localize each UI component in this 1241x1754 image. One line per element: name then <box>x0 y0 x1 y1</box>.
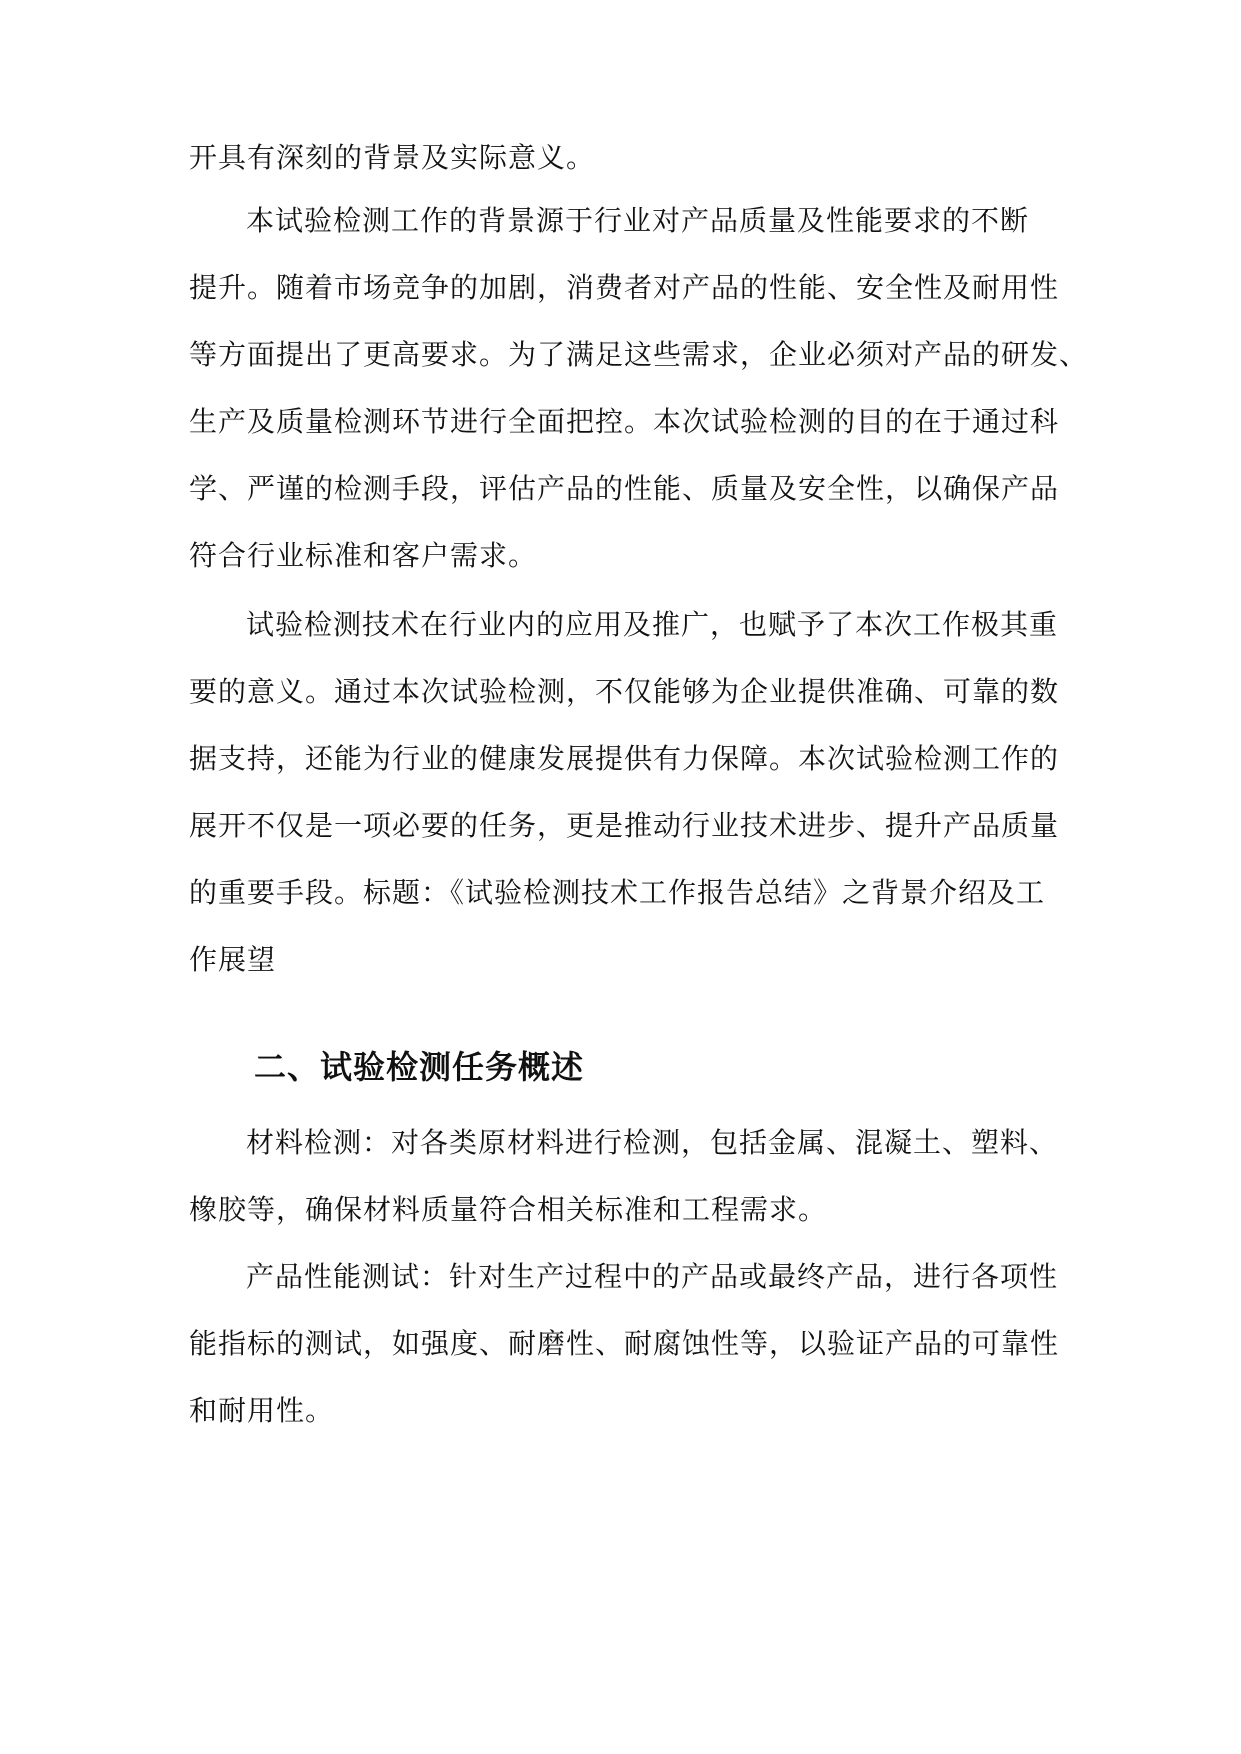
paragraph-line: 开具有深刻的背景及实际意义。 <box>189 141 596 174</box>
paragraph-line: 等方面提出了更高要求。为了满足这些需求，企业必须对产品的研发、 <box>189 338 1089 371</box>
paragraph-line: 提升。随着市场竞争的加剧，消费者对产品的性能、安全性及耐用性 <box>189 271 1060 304</box>
paragraph-line: 作展望 <box>189 943 277 976</box>
paragraph-line: 能指标的测试，如强度、耐磨性、耐腐蚀性等，以验证产品的可靠性 <box>189 1327 1060 1360</box>
paragraph-line: 本试验检测工作的背景源于行业对产品质量及性能要求的不断 <box>246 204 1030 237</box>
paragraph-line: 和耐用性。 <box>189 1394 335 1427</box>
paragraph-line: 要的意义。通过本次试验检测，不仅能够为企业提供准确、可靠的数 <box>189 675 1060 708</box>
paragraph-line: 产品性能测试：针对生产过程中的产品或最终产品，进行各项性 <box>246 1260 1059 1293</box>
paragraph-line: 材料检测：对各类原材料进行检测，包括金属、混凝土、塑料、 <box>246 1126 1059 1159</box>
paragraph-line: 生产及质量检测环节进行全面把控。本次试验检测的目的在于通过科 <box>189 405 1060 438</box>
paragraph-line: 试验检测技术在行业内的应用及推广，也赋予了本次工作极其重 <box>246 608 1059 641</box>
paragraph-line: 符合行业标准和客户需求。 <box>189 539 538 572</box>
paragraph-line: 橡胶等，确保材料质量符合相关标准和工程需求。 <box>189 1193 828 1226</box>
paragraph-line: 学、严谨的检测手段，评估产品的性能、质量及安全性，以确保产品 <box>189 472 1060 505</box>
paragraph-line: 的重要手段。标题：《试验检测技术工作报告总结》之背景介绍及工 <box>189 876 1046 909</box>
paragraph-line: 据支持，还能为行业的健康发展提供有力保障。本次试验检测工作的 <box>189 742 1060 775</box>
section-heading: 二、试验检测任务概述 <box>254 1048 585 1086</box>
paragraph-line: 展开不仅是一项必要的任务，更是推动行业技术进步、提升产品质量 <box>189 809 1060 842</box>
